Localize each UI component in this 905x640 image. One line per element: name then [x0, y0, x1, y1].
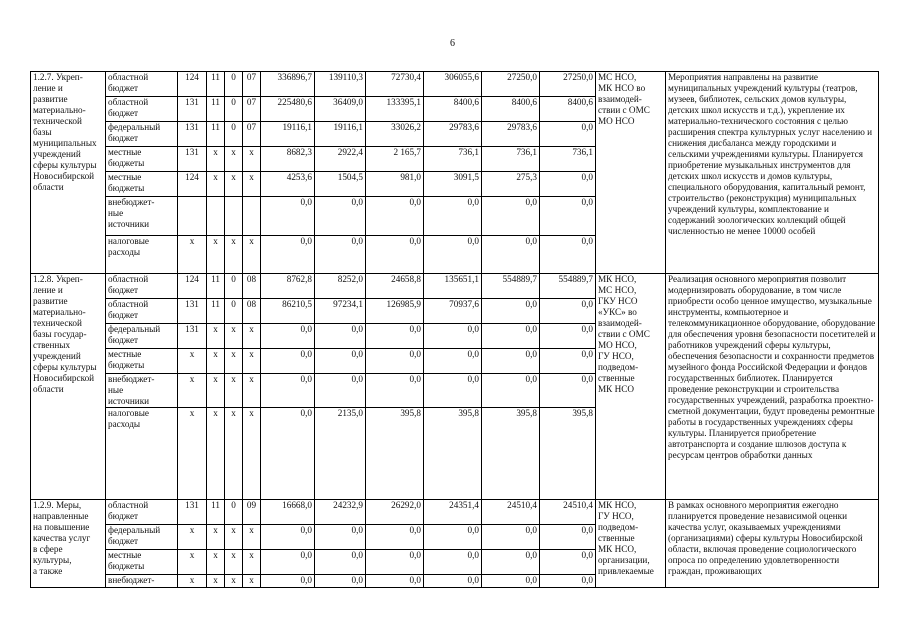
- amount-year-1: 0,0: [261, 324, 315, 349]
- amount-year-1: 0,0: [261, 408, 315, 500]
- code-grbs: 131: [178, 324, 207, 349]
- amount-year-3: 133395,1: [366, 97, 424, 122]
- amount-year-2: 2922,4: [315, 147, 366, 172]
- funding-source: местные бюджеты: [106, 349, 178, 374]
- activity-name: 1.2.7. Укреп- ление и развитие материально- технической базы муниципальных учреждений сферы культуры Новосибирской области: [31, 72, 106, 274]
- amount-year-6: 24510,4: [540, 500, 596, 525]
- amount-year-4: 24351,4: [424, 500, 482, 525]
- amount-year-4: 736,1: [424, 147, 482, 172]
- amount-year-6: 0,0: [540, 122, 596, 147]
- amount-year-6: 0,0: [540, 172, 596, 197]
- activity-name: 1.2.8. Укреп- ление и развитие материально- технической базы государ- ственных учреждений сферы культуры Новосибирской области: [31, 274, 106, 500]
- amount-year-5: 395,8: [482, 408, 540, 500]
- funding-source: областной бюджет: [106, 500, 178, 525]
- amount-year-2: 8252,0: [315, 274, 366, 299]
- funding-source: местные бюджеты: [106, 550, 178, 575]
- amount-year-6: 554889,7: [540, 274, 596, 299]
- code-gp: 11: [207, 299, 225, 324]
- amount-year-4: 135651,1: [424, 274, 482, 299]
- amount-year-1: 0,0: [261, 236, 315, 274]
- amount-year-2: 36409,0: [315, 97, 366, 122]
- amount-year-3: 395,8: [366, 408, 424, 500]
- program-activities-table: [30, 71, 879, 588]
- code-activity: x: [243, 324, 261, 349]
- amount-year-4: 0,0: [424, 197, 482, 236]
- code-grbs: x: [178, 550, 207, 575]
- code-pp: x: [225, 172, 243, 197]
- amount-year-4: 70937,6: [424, 299, 482, 324]
- funding-source: федеральный бюджет: [106, 122, 178, 147]
- funding-source: федеральный бюджет: [106, 324, 178, 349]
- amount-year-5: 0,0: [482, 236, 540, 274]
- amount-year-5: 0,0: [482, 197, 540, 236]
- funding-source: налоговые расходы: [106, 408, 178, 500]
- amount-year-4: 395,8: [424, 408, 482, 500]
- amount-year-3: 981,0: [366, 172, 424, 197]
- code-pp: 0: [225, 299, 243, 324]
- amount-year-1: 0,0: [261, 197, 315, 236]
- amount-year-2: 0,0: [315, 374, 366, 408]
- code-activity: 09: [243, 500, 261, 525]
- amount-year-2: 0,0: [315, 324, 366, 349]
- amount-year-1: 16668,0: [261, 500, 315, 525]
- amount-year-2: 19116,1: [315, 122, 366, 147]
- amount-year-2: 0,0: [315, 349, 366, 374]
- code-activity: x: [243, 550, 261, 575]
- code-grbs: 131: [178, 97, 207, 122]
- amount-year-6: 736,1: [540, 147, 596, 172]
- code-pp: 0: [225, 274, 243, 299]
- code-grbs: 131: [178, 500, 207, 525]
- code-pp: x: [225, 236, 243, 274]
- code-activity: x: [243, 525, 261, 550]
- amount-year-6: 395,8: [540, 408, 596, 500]
- amount-year-4: 8400,6: [424, 97, 482, 122]
- code-pp: x: [225, 575, 243, 588]
- code-gp: 11: [207, 122, 225, 147]
- executor: МС НСО, МК НСО во взаимодей- ствии с ОМС МО НСО: [596, 72, 666, 274]
- amount-year-3: 24658,8: [366, 274, 424, 299]
- amount-year-1: 8682,3: [261, 147, 315, 172]
- amount-year-4: 0,0: [424, 349, 482, 374]
- funding-source: внебюджет- ные источники: [106, 197, 178, 236]
- table-row: [31, 274, 879, 299]
- amount-year-4: 0,0: [424, 236, 482, 274]
- amount-year-1: 86210,5: [261, 299, 315, 324]
- code-gp: x: [207, 147, 225, 172]
- code-gp: [207, 197, 225, 236]
- code-activity: x: [243, 575, 261, 588]
- funding-source: местные бюджеты: [106, 147, 178, 172]
- amount-year-5: 0,0: [482, 550, 540, 575]
- code-grbs: 124: [178, 72, 207, 97]
- amount-year-4: 3091,5: [424, 172, 482, 197]
- code-pp: x: [225, 374, 243, 408]
- code-activity: x: [243, 236, 261, 274]
- code-grbs: x: [178, 525, 207, 550]
- amount-year-3: 0,0: [366, 374, 424, 408]
- amount-year-4: 0,0: [424, 575, 482, 588]
- amount-year-5: 736,1: [482, 147, 540, 172]
- funding-source: внебюджет- ные источники: [106, 374, 178, 408]
- amount-year-3: 0,0: [366, 575, 424, 588]
- code-gp: x: [207, 525, 225, 550]
- funding-source: местные бюджеты: [106, 172, 178, 197]
- amount-year-6: 8400,6: [540, 97, 596, 122]
- code-grbs: x: [178, 374, 207, 408]
- amount-year-5: 0,0: [482, 349, 540, 374]
- amount-year-3: 0,0: [366, 324, 424, 349]
- code-pp: x: [225, 349, 243, 374]
- code-pp: x: [225, 324, 243, 349]
- code-gp: x: [207, 550, 225, 575]
- amount-year-5: 0,0: [482, 299, 540, 324]
- amount-year-6: 0,0: [540, 236, 596, 274]
- amount-year-4: 0,0: [424, 374, 482, 408]
- code-grbs: 131: [178, 122, 207, 147]
- amount-year-1: 225480,6: [261, 97, 315, 122]
- amount-year-2: 1504,5: [315, 172, 366, 197]
- code-gp: x: [207, 408, 225, 500]
- amount-year-2: 0,0: [315, 575, 366, 588]
- amount-year-3: 33026,2: [366, 122, 424, 147]
- code-gp: x: [207, 236, 225, 274]
- amount-year-1: 0,0: [261, 575, 315, 588]
- code-grbs: x: [178, 408, 207, 500]
- amount-year-4: 0,0: [424, 550, 482, 575]
- code-pp: [225, 197, 243, 236]
- amount-year-5: 27250,0: [482, 72, 540, 97]
- amount-year-6: 0,0: [540, 550, 596, 575]
- amount-year-3: 0,0: [366, 525, 424, 550]
- code-pp: 0: [225, 97, 243, 122]
- code-pp: x: [225, 525, 243, 550]
- amount-year-3: 0,0: [366, 236, 424, 274]
- code-activity: x: [243, 147, 261, 172]
- table-row: [31, 500, 879, 525]
- amount-year-1: 0,0: [261, 349, 315, 374]
- page-number: 6: [450, 38, 455, 49]
- amount-year-2: 2135,0: [315, 408, 366, 500]
- amount-year-2: 0,0: [315, 236, 366, 274]
- amount-year-3: 26292,0: [366, 500, 424, 525]
- code-gp: x: [207, 172, 225, 197]
- code-activity: 08: [243, 274, 261, 299]
- code-gp: 11: [207, 274, 225, 299]
- amount-year-1: 336896,7: [261, 72, 315, 97]
- amount-year-6: 0,0: [540, 299, 596, 324]
- amount-year-4: 306055,6: [424, 72, 482, 97]
- expected-result: Реализация основного мероприятия позволит модернизировать оборудование, в том числе приобрести особо ценное имущество, музыкальные инструменты, компьютерное и телекоммуникационное оборудование, оборудование для обеспечения уровня безопасности посетителей и работников учреждений сферы культуры, обеспечения безопасности и сохранности предметов музейного фонда Российской Федерации и фондов государственных библиотек. Планируется проведение реконструкции и строительства государственных учреждений, разработка проектно-сметной документации, будут проведены ремонтные работы в государственных учреждениях сферы культуры. Планируется приобретение автотранспорта и создание шлюзов доступа к ресурсам центров обработки данных: [666, 274, 879, 500]
- code-pp: 0: [225, 122, 243, 147]
- code-grbs: 124: [178, 172, 207, 197]
- activity-name: 1.2.9. Меры, направленные на повышение качества услуг в сфере культуры, а также: [31, 500, 106, 588]
- code-pp: 0: [225, 500, 243, 525]
- code-gp: 11: [207, 97, 225, 122]
- code-activity: x: [243, 172, 261, 197]
- code-pp: x: [225, 147, 243, 172]
- amount-year-3: 72730,4: [366, 72, 424, 97]
- funding-source: областной бюджет: [106, 72, 178, 97]
- table-row: [31, 72, 879, 97]
- amount-year-3: 126985,9: [366, 299, 424, 324]
- code-grbs: [178, 197, 207, 236]
- code-grbs: 124: [178, 274, 207, 299]
- code-pp: x: [225, 408, 243, 500]
- code-grbs: x: [178, 575, 207, 588]
- expected-result: Мероприятия направлены на развитие муниципальных учреждений культуры (театров, музеев, библиотек, сельских домов культуры, детских школ искусств и т.д.), укрепление их материально-технического состояния с целью расширения спектра культурных услуг населению и снижения дисбаланса между городскими и сельскими учреждениями культуры. Планируется приобретение музыкальных инструментов для детских школ искусств и домов культуры, специального оборудования, капитальный ремонт, строительство (реконструкция) муниципальных учреждений культуры, комплектование и содержаний зоологических коллекций общей численностью не менее 10000 особей: [666, 72, 879, 274]
- amount-year-6: 0,0: [540, 324, 596, 349]
- code-gp: 11: [207, 72, 225, 97]
- funding-source: областной бюджет: [106, 274, 178, 299]
- code-pp: 0: [225, 72, 243, 97]
- amount-year-5: 275,3: [482, 172, 540, 197]
- funding-source: внебюджет-: [106, 575, 178, 588]
- amount-year-5: 554889,7: [482, 274, 540, 299]
- amount-year-5: 0,0: [482, 525, 540, 550]
- code-activity: x: [243, 408, 261, 500]
- code-activity: 07: [243, 122, 261, 147]
- code-grbs: x: [178, 349, 207, 374]
- code-gp: x: [207, 374, 225, 408]
- executor: МК НСО, ГУ НСО, подведом- ственные МК НСО, организации, привлекаемые: [596, 500, 666, 588]
- code-grbs: 131: [178, 299, 207, 324]
- amount-year-3: 0,0: [366, 197, 424, 236]
- amount-year-1: 0,0: [261, 550, 315, 575]
- amount-year-3: 0,0: [366, 349, 424, 374]
- code-activity: x: [243, 374, 261, 408]
- code-gp: x: [207, 349, 225, 374]
- amount-year-2: 139110,3: [315, 72, 366, 97]
- code-gp: x: [207, 324, 225, 349]
- funding-source: налоговые расходы: [106, 236, 178, 274]
- amount-year-2: 24232,9: [315, 500, 366, 525]
- code-gp: 11: [207, 500, 225, 525]
- code-activity: x: [243, 349, 261, 374]
- amount-year-2: 0,0: [315, 550, 366, 575]
- amount-year-2: 0,0: [315, 197, 366, 236]
- code-grbs: x: [178, 236, 207, 274]
- code-activity: 07: [243, 72, 261, 97]
- amount-year-4: 29783,6: [424, 122, 482, 147]
- amount-year-6: 0,0: [540, 374, 596, 408]
- amount-year-1: 19116,1: [261, 122, 315, 147]
- code-activity: [243, 197, 261, 236]
- amount-year-5: 0,0: [482, 324, 540, 349]
- funding-source: областной бюджет: [106, 299, 178, 324]
- amount-year-5: 24510,4: [482, 500, 540, 525]
- code-activity: 08: [243, 299, 261, 324]
- amount-year-6: 0,0: [540, 197, 596, 236]
- amount-year-5: 0,0: [482, 575, 540, 588]
- code-grbs: 131: [178, 147, 207, 172]
- code-activity: 07: [243, 97, 261, 122]
- amount-year-2: 0,0: [315, 525, 366, 550]
- code-pp: x: [225, 550, 243, 575]
- executor: МК НСО, МС НСО, ГКУ НСО «УКС» во взаимодей- ствии с ОМС МО НСО, ГУ НСО, подведом- ственные МК НСО: [596, 274, 666, 500]
- funding-source: областной бюджет: [106, 97, 178, 122]
- expected-result: В рамках основного мероприятия ежегодно планируется проведение независимой оценки качества услуг, оказываемых учреждениями (организациями) сферы культуры Новосибирской области, включая проведение социологического опроса по определению удовлетворенности граждан, проживающих: [666, 500, 879, 588]
- amount-year-3: 0,0: [366, 550, 424, 575]
- amount-year-5: 8400,6: [482, 97, 540, 122]
- amount-year-5: 0,0: [482, 374, 540, 408]
- amount-year-6: 0,0: [540, 349, 596, 374]
- amount-year-1: 4253,6: [261, 172, 315, 197]
- amount-year-4: 0,0: [424, 324, 482, 349]
- amount-year-5: 29783,6: [482, 122, 540, 147]
- code-gp: x: [207, 575, 225, 588]
- amount-year-4: 0,0: [424, 525, 482, 550]
- amount-year-2: 97234,1: [315, 299, 366, 324]
- amount-year-1: 0,0: [261, 374, 315, 408]
- funding-source: федеральный бюджет: [106, 525, 178, 550]
- amount-year-3: 2 165,7: [366, 147, 424, 172]
- amount-year-6: 0,0: [540, 575, 596, 588]
- amount-year-6: 0,0: [540, 525, 596, 550]
- amount-year-6: 27250,0: [540, 72, 596, 97]
- amount-year-1: 8762,8: [261, 274, 315, 299]
- amount-year-1: 0,0: [261, 525, 315, 550]
